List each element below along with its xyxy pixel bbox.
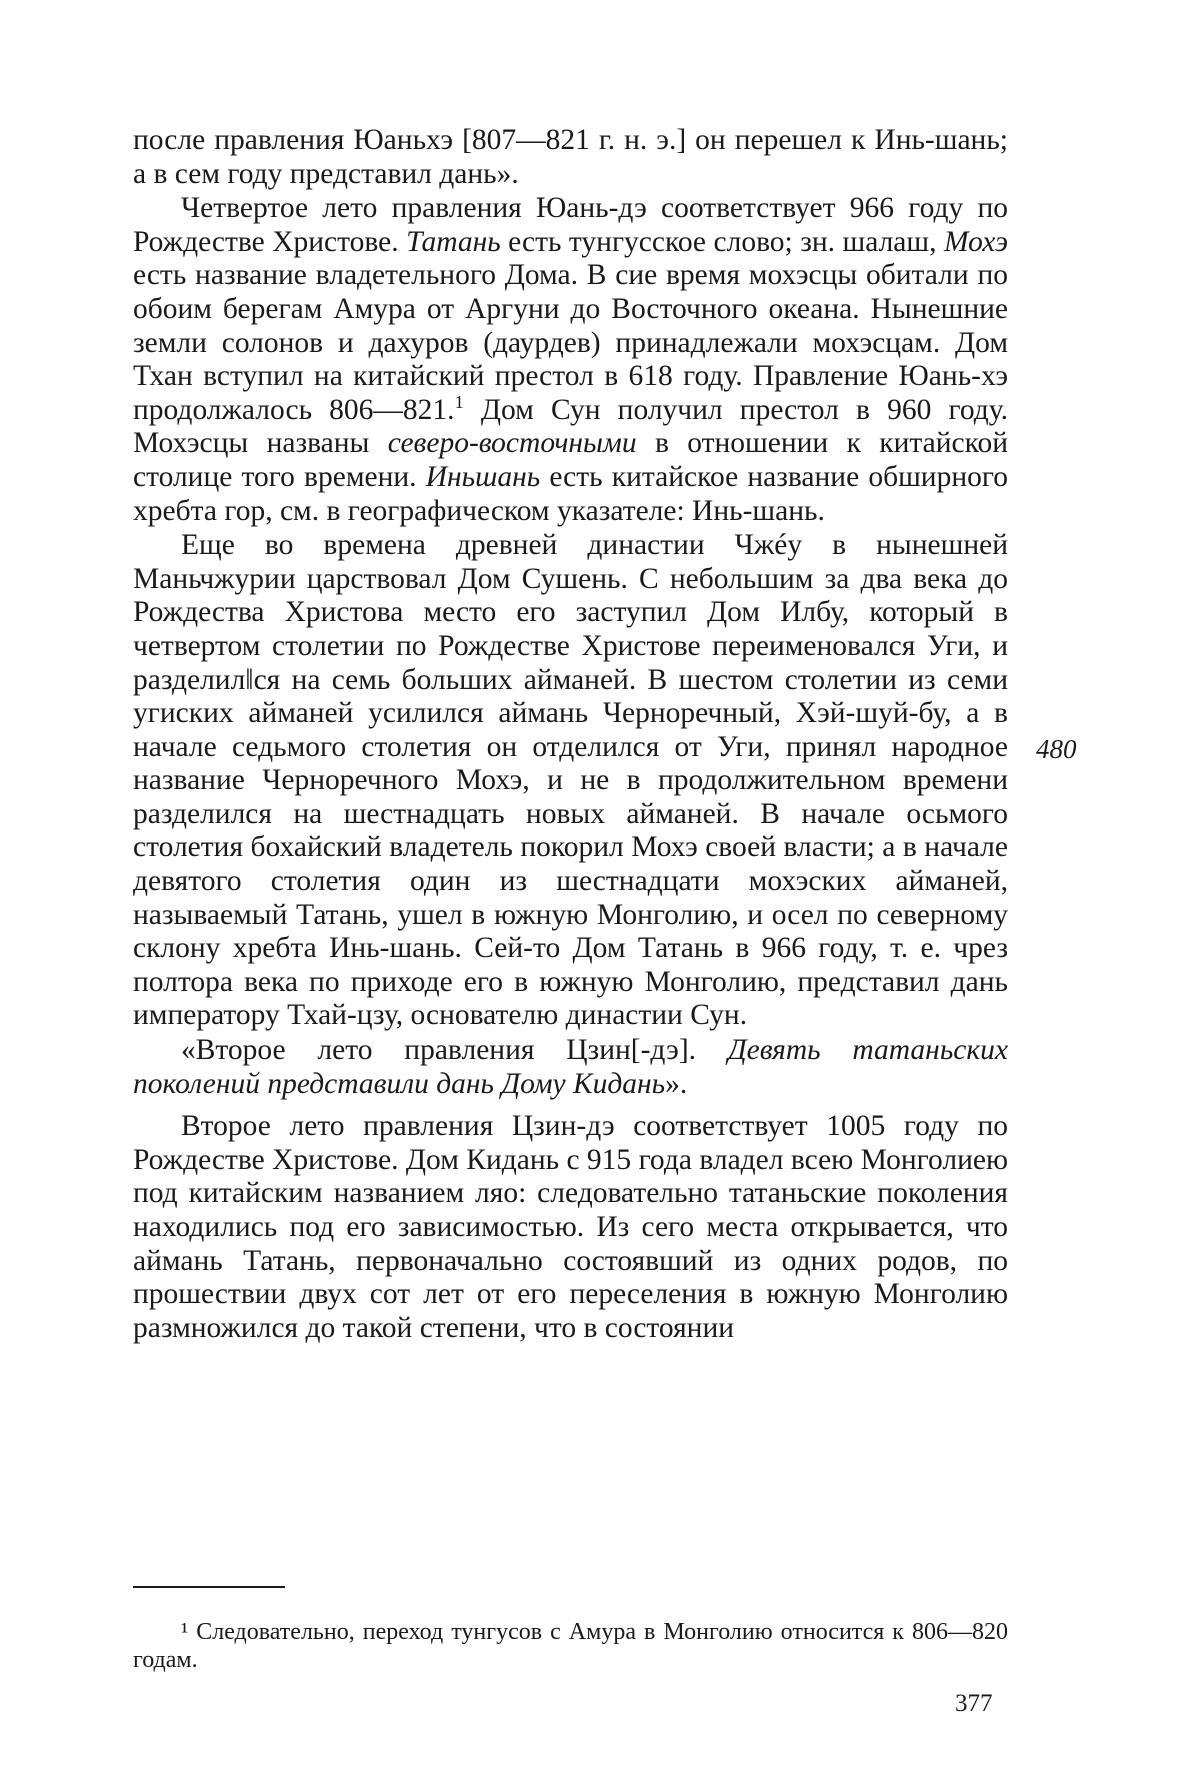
text-run: Еще во времена древней династии Чжéу в нынешней Маньчжурии царствовал Дом Сушень. С небольшим за два века до Рождества Христова место его заступил Дом Илбу, который в четвертом столетии по Рождестве Христове переименовался Уги, и разделил‖ся на семь больших айманей. В шестом столетии из семи угиских айманей усилился аймань Черноречный, Хэй-шуй-бу, а в начале седьмого столетия он отделился от Уги, принял народное название Черноречного Мохэ, и не в продолжительном времени разделился на шестнадцать новых айманей. В начале осьмого столетия бохайский владетель покорил Мохэ своей власти; а в начале девятого столетия один из шестнадцати мохэских айманей, называемый Татань, ушел в южную Монголию, и осел по северному склону хребта Инь-шань. Сей-то Дом Татань в 966 году, т. е. чрез полтора века по приходе его в южную Монголию, представил дань императору Тхай-цзу, основателю династии Сун. xyxy=(133,529,1008,1032)
italic-term: Девять татаньских поколений представили дань Дому Кидань xyxy=(133,1034,1008,1100)
text-run: Четвертое лето правления Юань-дэ соответствует 966 году по Рождестве Христове. xyxy=(133,192,1008,258)
text-run: «Второе лето правления Цзин[-дэ]. xyxy=(181,1034,728,1067)
italic-term: Иньшань xyxy=(425,460,541,493)
paragraph xyxy=(133,192,1008,528)
italic-term: северо-восточными xyxy=(387,427,637,460)
text-run: ». xyxy=(665,1067,688,1100)
text-run: есть тунгусское слово; зн. шалаш, xyxy=(500,225,944,258)
footnote-marker: 1 xyxy=(454,391,464,412)
paragraph xyxy=(133,529,1008,1033)
footnote: ¹ Следовательно, переход тунгусов с Амура в Монголию относится к 806—820 годам. xyxy=(133,1619,1008,1673)
text-run: Дом Сун получил престол в 960 году. Мохэсцы названы xyxy=(133,393,1008,460)
italic-term: Мохэ xyxy=(943,225,1008,258)
main-text-column xyxy=(133,124,1008,1345)
text-run: есть название владетельного Дома. В сие время мохэсцы обитали по обоим берегам Амура от Аргуни до Восточного океана. Нынешние земли солонов и дахуров (даурдев) принадлежали мохэсцам. Дом Тхан вступил на китайский престол в 618 году. Правление Юань-хэ продолжалось 806—821. xyxy=(133,259,1008,426)
text-run: есть китайское название обширного хребта гор, см. в географическом указателе: Инь-шань. xyxy=(133,460,1008,527)
page-number: 377 xyxy=(955,1690,993,1717)
text-run: Второе лето правления Цзин-дэ соответствует 1005 году по Рождестве Христове. Дом Кидань с 915 года владел всею Монголиею под китайским названием ляо: следовательно татаньские поколения находились под его зависимостью. Из сего места открывается, что аймань Татань, первоначально состоявший из одних родов, по прошествии двух сот лет от его переселения в южную Монголию размножился до такой степени, что в состоянии xyxy=(133,1110,1008,1344)
footnote-separator-rule xyxy=(133,1586,285,1588)
text-run: в отношении к китайской столице того времени. xyxy=(133,427,1008,493)
marginal-page-reference: 480 xyxy=(1036,734,1077,764)
text-run: после правления Юаньхэ [807—821 г. н. э.] он перешел к Инь-шань; а в сем году представил дань». xyxy=(133,124,1008,190)
paragraph xyxy=(133,124,1008,191)
paragraph xyxy=(133,1110,1008,1345)
paragraph xyxy=(133,1034,1008,1101)
italic-term: Татань xyxy=(406,225,501,258)
